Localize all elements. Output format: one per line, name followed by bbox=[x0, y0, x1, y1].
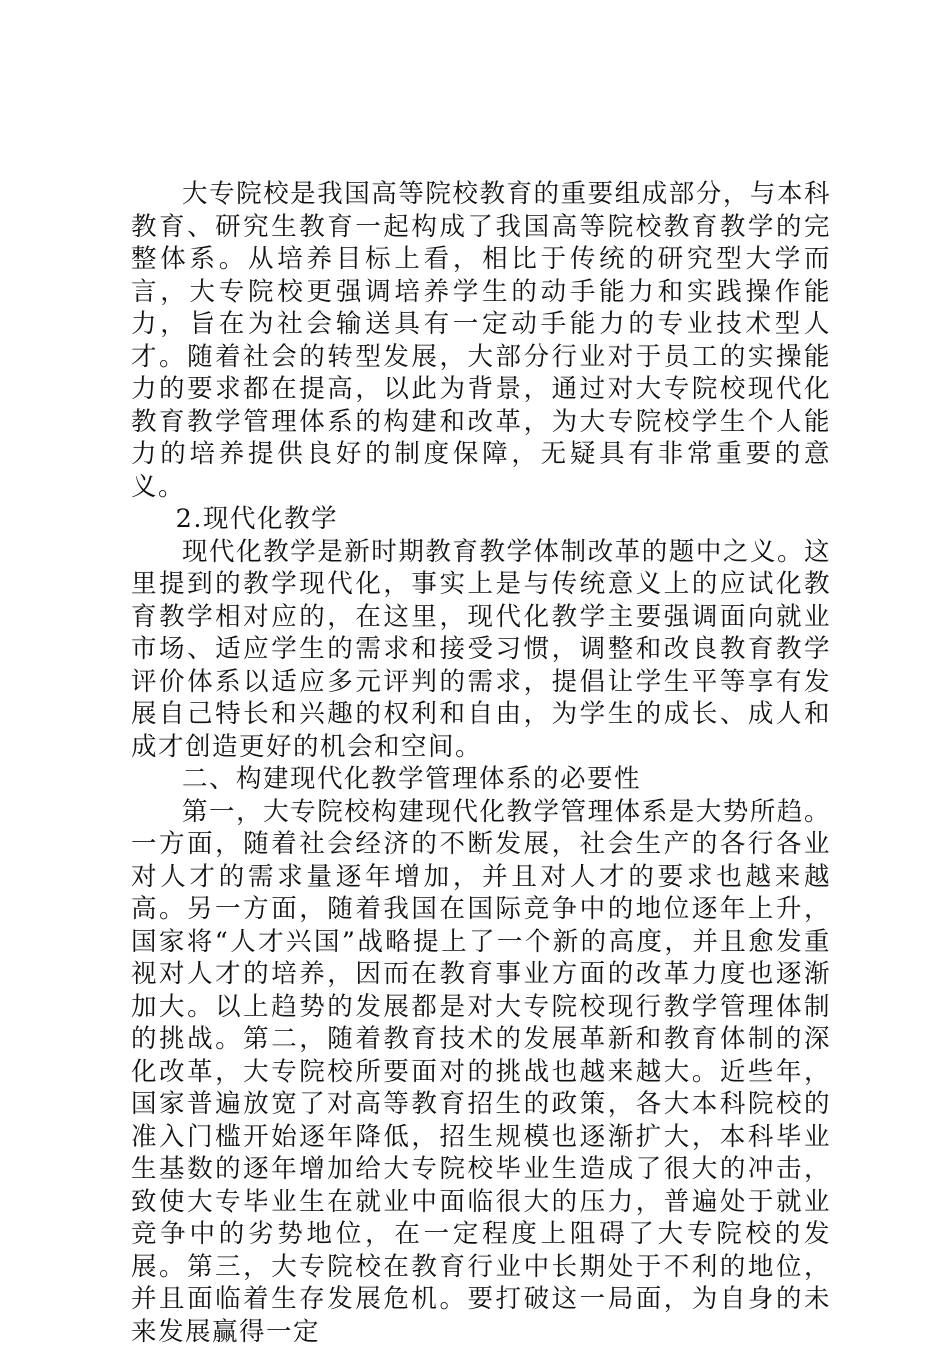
section-heading-modern-teaching: 2.现代化教学 bbox=[131, 503, 831, 536]
paragraph-modern-teaching: 现代化教学是新时期教育教学体制改革的题中之义。这里提到的教学现代化，事实上是与传统意义上的应试化教育教学相对应的，在这里，现代化教学主要强调面向就业市场、适应学生的需求和接受习惯，调整和改良教育教学评价体系以适应多元评判的需求，提倡让学生平等享有发展自己特长和兴趣的权利和自由，为学生的成长、成人和成才创造更好的机会和空间。 bbox=[131, 536, 831, 764]
paragraph-necessity: 第一，大专院校构建现代化教学管理体系是大势所趋。一方面，随着社会经济的不断发展，社会生产的各行各业对人才的需求量逐年增加，并且对人才的要求也越来越高。另一方面，随着我国在国际竞争中的地位逐年上升，国家将“人才兴国”战略提上了一个新的高度，并且愈发重视对人才的培养，因而在教育事业方面的改革力度也逐渐加大。以上趋势的发展都是对大专院校现行教学管理体制的挑战。第二，随着教育技术的发展革新和教育体制的深化改革，大专院校所要面对的挑战也越来越大。近些年，国家普遍放宽了对高等教育招生的政策，各大本科院校的准入门槛开始逐年降低，招生规模也逐渐扩大，本科毕业生基数的逐年增加给大专院校毕业生造成了很大的冲击，致使大专毕业生在就业中面临很大的压力，普遍处于就业竞争中的劣势地位，在一定程度上阻碍了大专院校的发展。第三，大专院校在教育行业中长期处于不利的地位，并且面临着生存发展危机。要打破这一局面，为自身的未来发展赢得一定 bbox=[131, 796, 831, 1348]
section-heading-necessity: 二、构建现代化教学管理体系的必要性 bbox=[131, 763, 831, 796]
paragraph-intro: 大专院校是我国高等院校教育的重要组成部分，与本科教育、研究生教育一起构成了我国高等院校教育教学的完整体系。从培养目标上看，相比于传统的研究型大学而言，大专院校更强调培养学生的动手能力和实践操作能力，旨在为社会输送具有一定动手能力的专业技术型人才。随着社会的转型发展，大部分行业对于员工的实操能力的要求都在提高，以此为背景，通过对大专院校现代化教育教学管理体系的构建和改革，为大专院校学生个人能力的培养提供良好的制度保障，无疑具有非常重要的意义。 bbox=[131, 178, 831, 503]
document-body bbox=[131, 178, 831, 1348]
